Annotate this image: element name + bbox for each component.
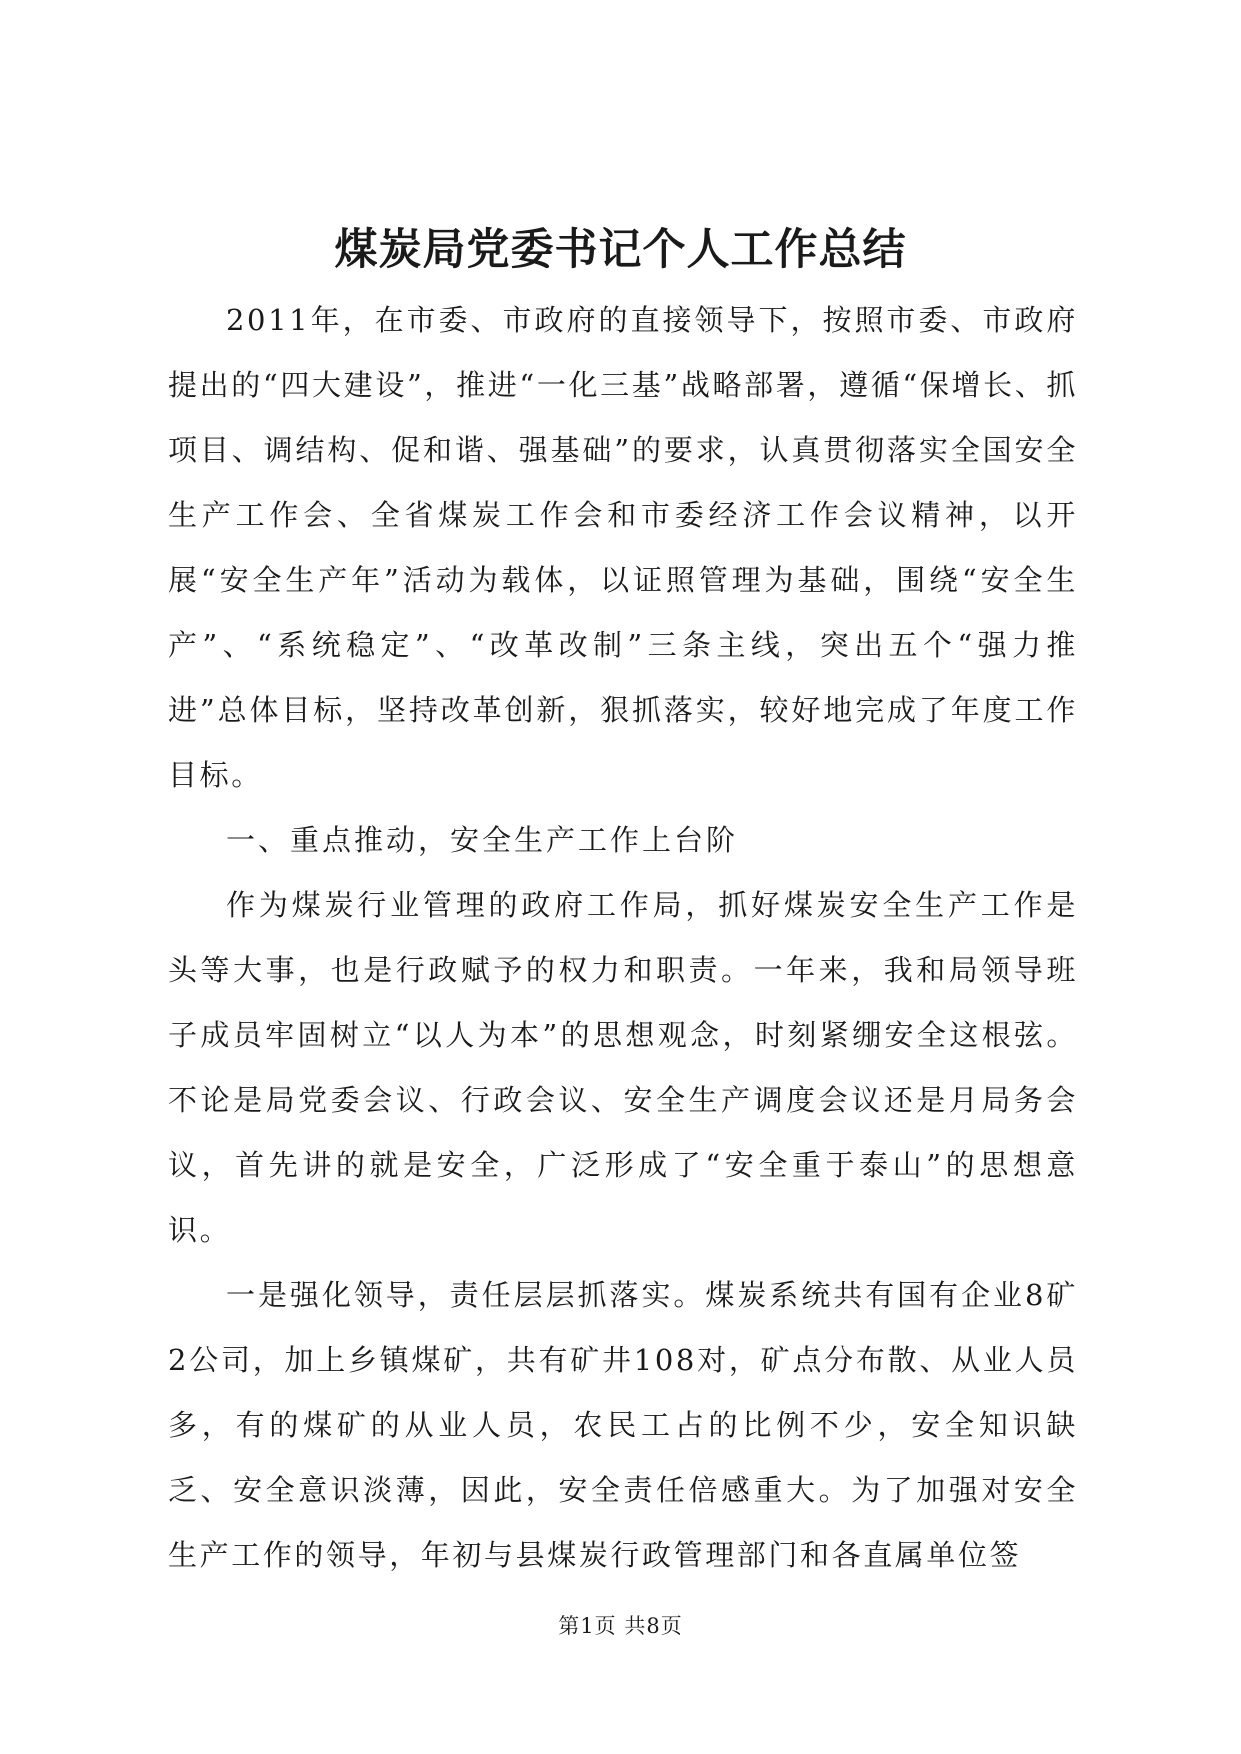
section-heading: 一、重点推动，安全生产工作上台阶 bbox=[226, 823, 739, 857]
intro-paragraph: 2011年，在市委、市政府的直接领导下，按照市委、市政府提出的“四大建设”，推进“一化三基”战略部署，遵循“保增长、抓项目、调结构、促和谐、强基础”的要求，认真贯彻落实全国安全生产工作会、全省煤炭工作会和市委经济工作会议精神，以开展“安全生产年”活动为载体，以证照管理为基础，围绕“安全生产”、“系统稳定”、“改革改制”三条主线，突出五个“强力推进”总体目标，坚持改革创新，狠抓落实，较好地完成了年度工作目标。 bbox=[168, 303, 1078, 792]
document-title: 煤炭局党委书记个人工作总结 bbox=[334, 225, 907, 275]
document-body bbox=[168, 288, 1078, 1588]
page-footer: 第1页 共8页 bbox=[558, 1614, 683, 1638]
point-paragraph: 一是强化领导，责任层层抓落实。煤炭系统共有国有企业8矿2公司，加上乡镇煤矿，共有矿井108对，矿点分布散、从业人员多，有的煤矿的从业人员，农民工占的比例不少，安全知识缺乏、安全意识淡薄，因此，安全责任倍感重大。为了加强对安全生产工作的领导，年初与县煤炭行政管理部门和各直属单位签 bbox=[168, 1278, 1078, 1572]
section-paragraph: 作为煤炭行业管理的政府工作局，抓好煤炭安全生产工作是头等大事，也是行政赋予的权力和职责。一年来，我和局领导班子成员牢固树立“以人为本”的思想观念，时刻紧绷安全这根弦。不论是局党委会议、行政会议、安全生产调度会议还是月局务会议，首先讲的就是安全，广泛形成了“安全重于泰山”的思想意识。 bbox=[168, 888, 1078, 1247]
